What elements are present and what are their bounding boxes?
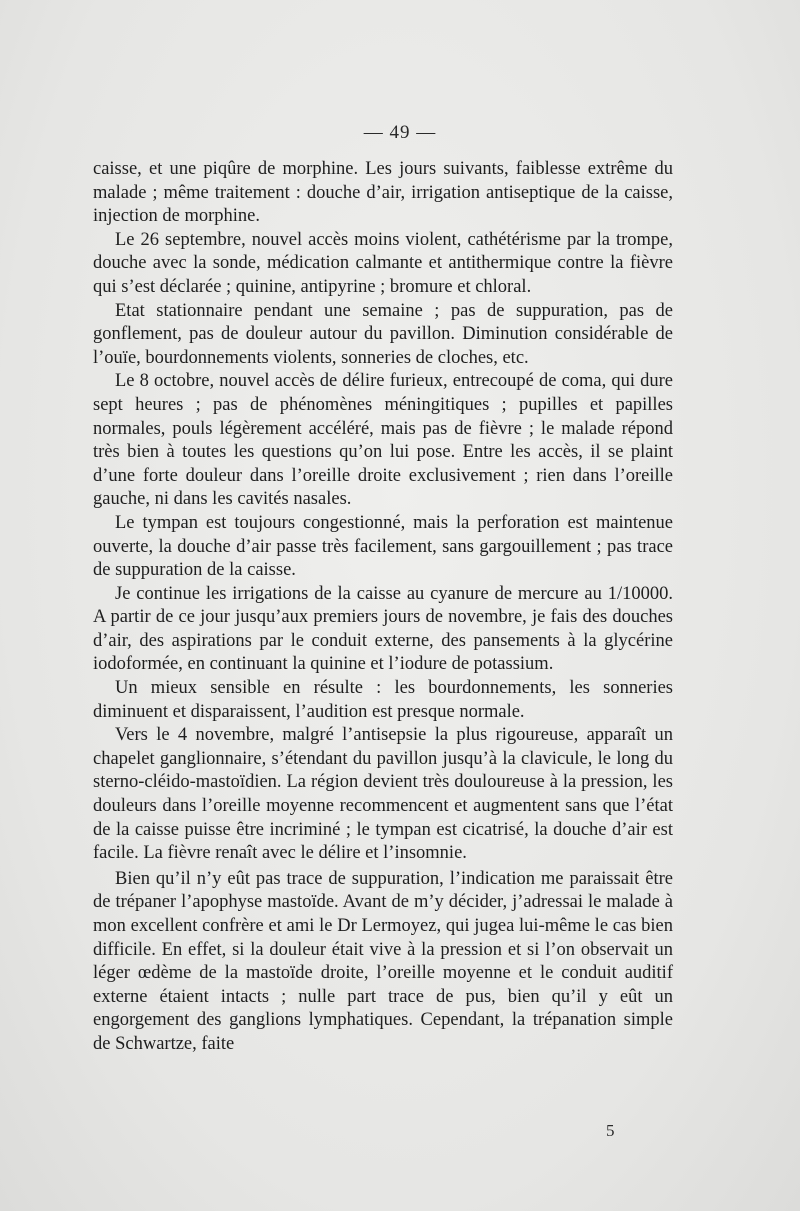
paragraph-1: caisse, et une piqûre de morphine. Les jours suivants, faiblesse extrême du malade ; même traitement : douche d’air, irrigation antiseptique de la caisse, injection de morphine. [93, 159, 673, 227]
paragraph-4: Le 8 octobre, nouvel accès de délire furieux, entrecoupé de coma, qui dure sept heures ; pas de phénomènes méningitiques ; pupilles et papilles normales, pouls légèrement accéléré, mais pas de fièvre ; le malade répond très bien à toutes les questions qu’on lui pose. Entre les accès, il se plaint d’une forte douleur dans l’oreille droite exclusivement ; rien dans l’oreille gauche, ni dans les cavités nasales. [93, 371, 673, 510]
paragraph-6: Je continue les irrigations de la caisse au cyanure de mercure au 1/10000. A partir de ce jour jusqu’aux premiers jours de novembre, je fais des douches d’air, des aspirations par le conduit externe, des pansements à la glycérine iodoformée, en continuant la quinine et l’iodure de potassium. [93, 583, 673, 675]
page-number-header: — 49 — [363, 122, 437, 143]
paragraph-7: Un mieux sensible en résulte : les bourdonnements, les sonneries diminuent et disparaissent, l’audition est presque normale. [93, 678, 673, 722]
paragraph-8: Vers le 4 novembre, malgré l’antisepsie la plus rigoureuse, apparaît un chapelet ganglionnaire, s’étendant du pavillon jusqu’à la clavicule, le long du sterno-cléido-mastoïdien. La région devient très douloureuse à la pression, les douleurs dans l’oreille moyenne recommencent et augmentent sans que l’état de la caisse puisse être incriminé ; le tympan est cicatrisé, la douche d’air est facile. La fièvre renaît avec le délire et l’insomnie. [93, 725, 673, 864]
signature-mark: 5 [606, 1121, 615, 1140]
paragraph-2: Le 26 septembre, nouvel accès moins violent, cathétérisme par la trompe, douche avec la sonde, médication calmante et antithermique contre la fièvre qui s’est déclarée ; quinine, antipyrine ; bromure et chloral. [93, 229, 673, 297]
paragraph-3: Etat stationnaire pendant une semaine ; pas de suppuration, pas de gonflement, pas de douleur autour du pavillon. Diminution considérable de l’ouïe, bourdonnements violents, sonneries de cloches, etc. [93, 300, 673, 368]
paragraph-9: Bien qu’il n’y eût pas trace de suppuration, l’indication me paraissait être de trépaner l’apophyse mastoïde. Avant de m’y décider, j’adressai le malade à mon excellent confrère et ami le Dr Lermoyez, qui jugea lui-même le cas bien difficile. En effet, si la douleur était vive à la pression et si l’on observait un léger œdème de la mastoïde droite, l’oreille moyenne et le conduit auditif externe étaient intacts ; nulle part trace de pus, bien qu’il y eût un engorgement des ganglions lymphatiques. Cependant, la trépanation simple de Schwartze, faite [93, 868, 673, 1054]
body-text [93, 158, 673, 1057]
paragraph-5: Le tympan est toujours congestionné, mais la perforation est maintenue ouverte, la douche d’air passe très facilement, sans gargouillement ; pas trace de suppuration de la caisse. [93, 512, 673, 581]
